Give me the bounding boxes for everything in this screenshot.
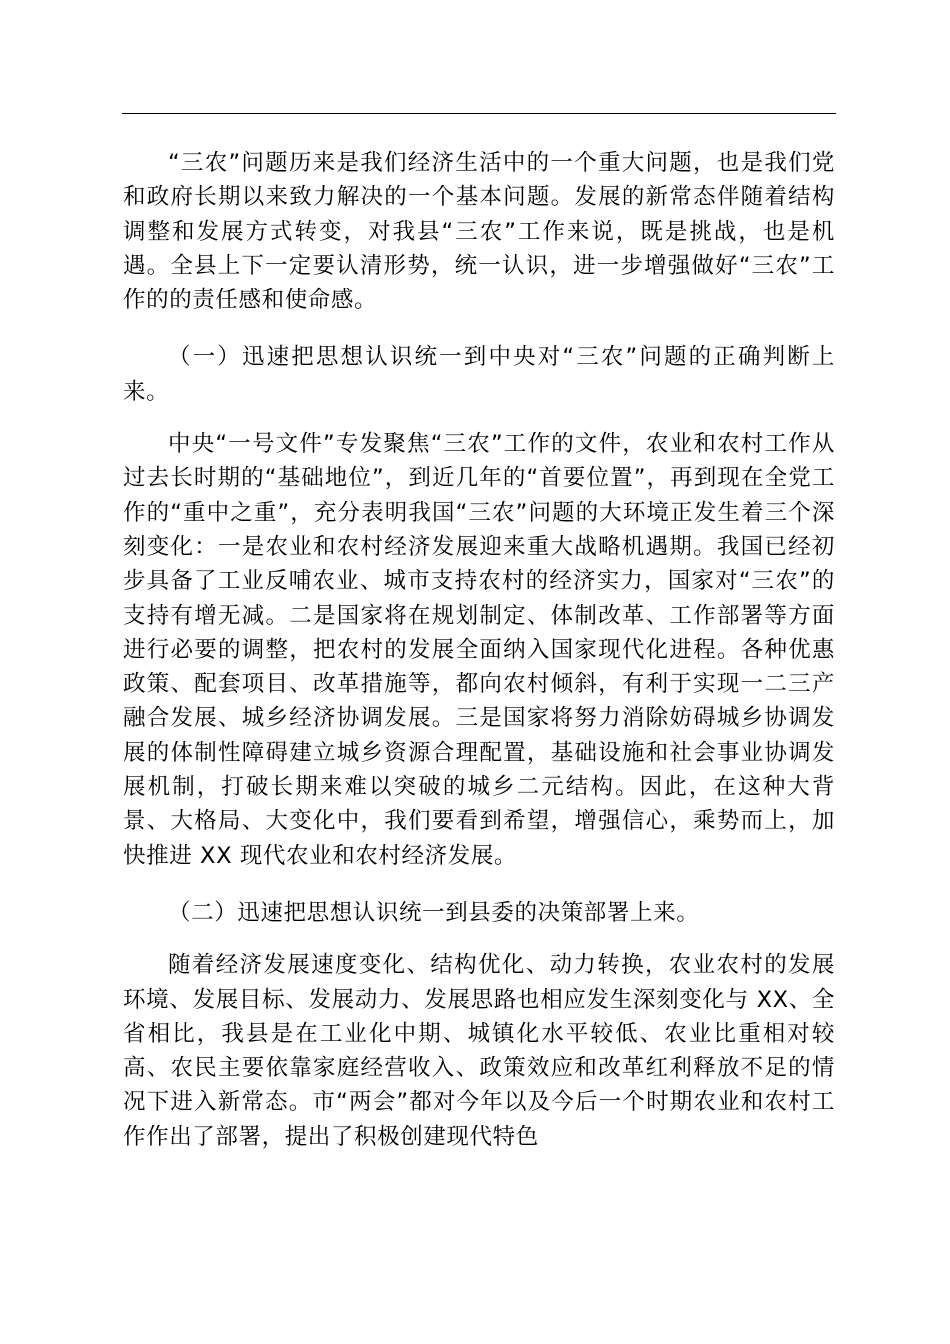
paragraph-intro: “三农”问题历来是我们经济生活中的一个重大问题，也是我们党和政府长期以来致力解决的一个基本问题。发展的新常态伴随着结构调整和发展方式转变，对我县“三农”工作来说，既是挑战，也是机遇。全县上下一定要认清形势，统一认识，进一步增强做好“三农”工作的的责任感和使命感。	[123, 150, 835, 314]
paragraph-county-context: 随着经济发展速度变化、结构优化、动力转换，农业农村的发展环境、发展目标、发展动力、发展思路也相应发生深刻变化与 XX、全省相比，我县是在工业化中期、城镇化水平较低、农业比重相对较高、农民主要依靠家庭经营收入、政策效应和改革红利释放不足的情况下进入新常态。市“两会”都对今年以及今后一个时期农业和农村工作作出了部署，提出了积极创建现代特色	[123, 952, 835, 1150]
section-heading-2: （二）迅速把思想认识统一到县委的决策部署上来。	[168, 899, 700, 926]
paragraph-central-policy: 中央“一号文件”专发聚焦“三农”工作的文件，农业和农村工作从过去长时期的“基础地位”，到近几年的“首要位置”，再到现在全党工作的“重中之重”，充分表明我国“三农”问题的大环境正发生着三个深刻变化：一是农业和农村经济发展迎来重大战略机遇期。我国已经初步具备了工业反哺农业、城市支持农村的经济实力，国家对“三农”的支持有增无减。二是国家将在规划制定、体制改革、工作部署等方面进行必要的调整，把农村的发展全面纳入国家现代化进程。各种优惠政策、配套项目、改革措施等，都向农村倾斜，有利于实现一二三产融合发展、城乡经济协调发展。三是国家将努力消除妨碍城乡协调发展的体制性障碍建立城乡资源合理配置，基础设施和社会事业协调发展机制，打破长期来难以突破的城乡二元结构。因此，在这种大背景、大格局、大变化中，我们要看到希望，增强信心，乘势而上，加快推进 XX 现代农业和农村经济发展。	[123, 431, 835, 869]
header-rule	[122, 113, 836, 114]
document-body	[123, 146, 835, 1177]
section-heading-1: （一）迅速把思想认识统一到中央对“三农”问题的正确判断上来。	[123, 344, 835, 405]
